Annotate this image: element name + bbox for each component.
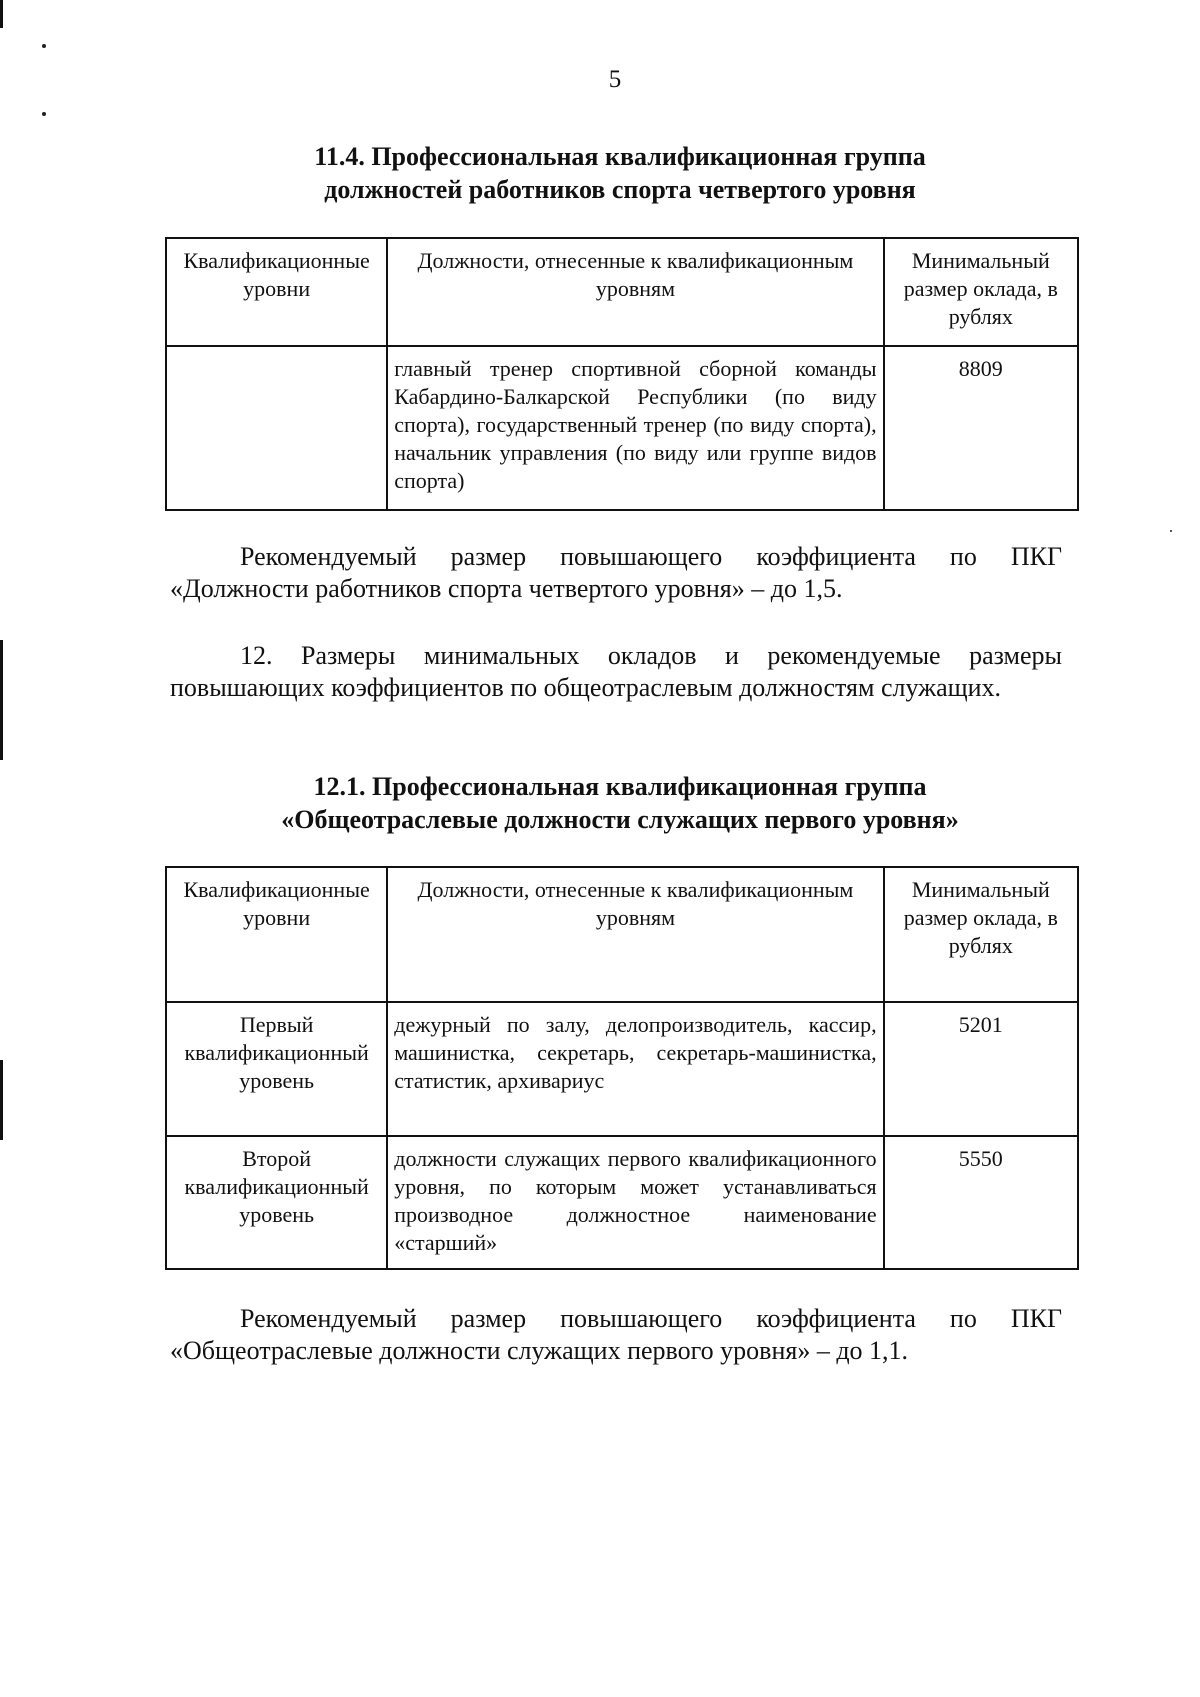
scan-margin-mark bbox=[0, 1060, 3, 1140]
row-positions: должности служащих первого квалификационного уровня, по которым может устанавливаться производное должностное наименование «старший» bbox=[387, 1136, 883, 1269]
header-levels: Квалификационные уровни bbox=[166, 867, 387, 1002]
table-row bbox=[166, 1002, 1078, 1136]
section-12-1-table bbox=[165, 866, 1079, 1270]
row-level: Первый квалификационный уровень bbox=[166, 1002, 387, 1136]
header-positions: Должности, отнесенные к квалификационным уровням bbox=[387, 238, 883, 346]
table-header-row bbox=[166, 238, 1078, 346]
header-positions: Должности, отнесенные к квалификационным уровням bbox=[387, 867, 883, 1002]
scan-speck bbox=[42, 112, 46, 116]
section-12-1-title-line1: 12.1. Профессиональная квалификационная группа bbox=[313, 772, 927, 801]
row-level: Второй квалификационный уровень bbox=[166, 1136, 387, 1269]
section-11-4-title-line2: должностей работников спорта четвертого уровня bbox=[324, 175, 916, 204]
row-positions: дежурный по залу, делопроизводитель, кассир, машинистка, секретарь, секретарь-машинистка, статистик, архивариус bbox=[387, 1002, 883, 1136]
section-12-1-title bbox=[160, 770, 1080, 836]
table-header-row bbox=[166, 867, 1078, 1002]
table-row bbox=[166, 1136, 1078, 1269]
section-12-text: 12. Размеры минимальных окладов и рекомендуемые размеры повышающих коэффициентов по общеотраслевым должностям служащих. bbox=[170, 641, 1062, 702]
row-salary: 8809 bbox=[884, 346, 1078, 510]
row-salary: 5550 bbox=[884, 1136, 1078, 1269]
page-number: 5 bbox=[608, 66, 622, 93]
header-salary: Минимальный размер оклада, в рублях bbox=[884, 238, 1078, 346]
header-levels: Квалификационные уровни bbox=[166, 238, 387, 346]
scan-margin-mark bbox=[0, 0, 3, 28]
section-12-1-title-line2: «Общеотраслевые должности служащих первого уровня» bbox=[281, 805, 959, 834]
scan-speck bbox=[42, 44, 46, 48]
row-level bbox=[166, 346, 387, 510]
table-row bbox=[166, 346, 1078, 510]
scan-margin-mark bbox=[0, 640, 3, 760]
section-12-1-note: Рекомендуемый размер повышающего коэффициента по ПКГ «Общеотраслевые должности служащих первого уровня» – до 1,1. bbox=[170, 1304, 1062, 1365]
row-positions: главный тренер спортивной сборной команды Кабардино-Балкарской Республики (по виду спорта), государственный тренер (по виду спорта), начальник управления (по виду или группе видов спорта) bbox=[387, 346, 883, 510]
section-11-4-title bbox=[160, 140, 1080, 206]
section-11-4-note: Рекомендуемый размер повышающего коэффициента по ПКГ «Должности работников спорта четвертого уровня» – до 1,5. bbox=[170, 542, 1062, 603]
header-salary: Минимальный размер оклада, в рублях bbox=[884, 867, 1078, 1002]
section-11-4-title-line1: 11.4. Профессиональная квалификационная группа bbox=[314, 142, 926, 171]
row-salary: 5201 bbox=[884, 1002, 1078, 1136]
scan-speck bbox=[1170, 530, 1172, 532]
section-11-4-table bbox=[165, 237, 1079, 511]
